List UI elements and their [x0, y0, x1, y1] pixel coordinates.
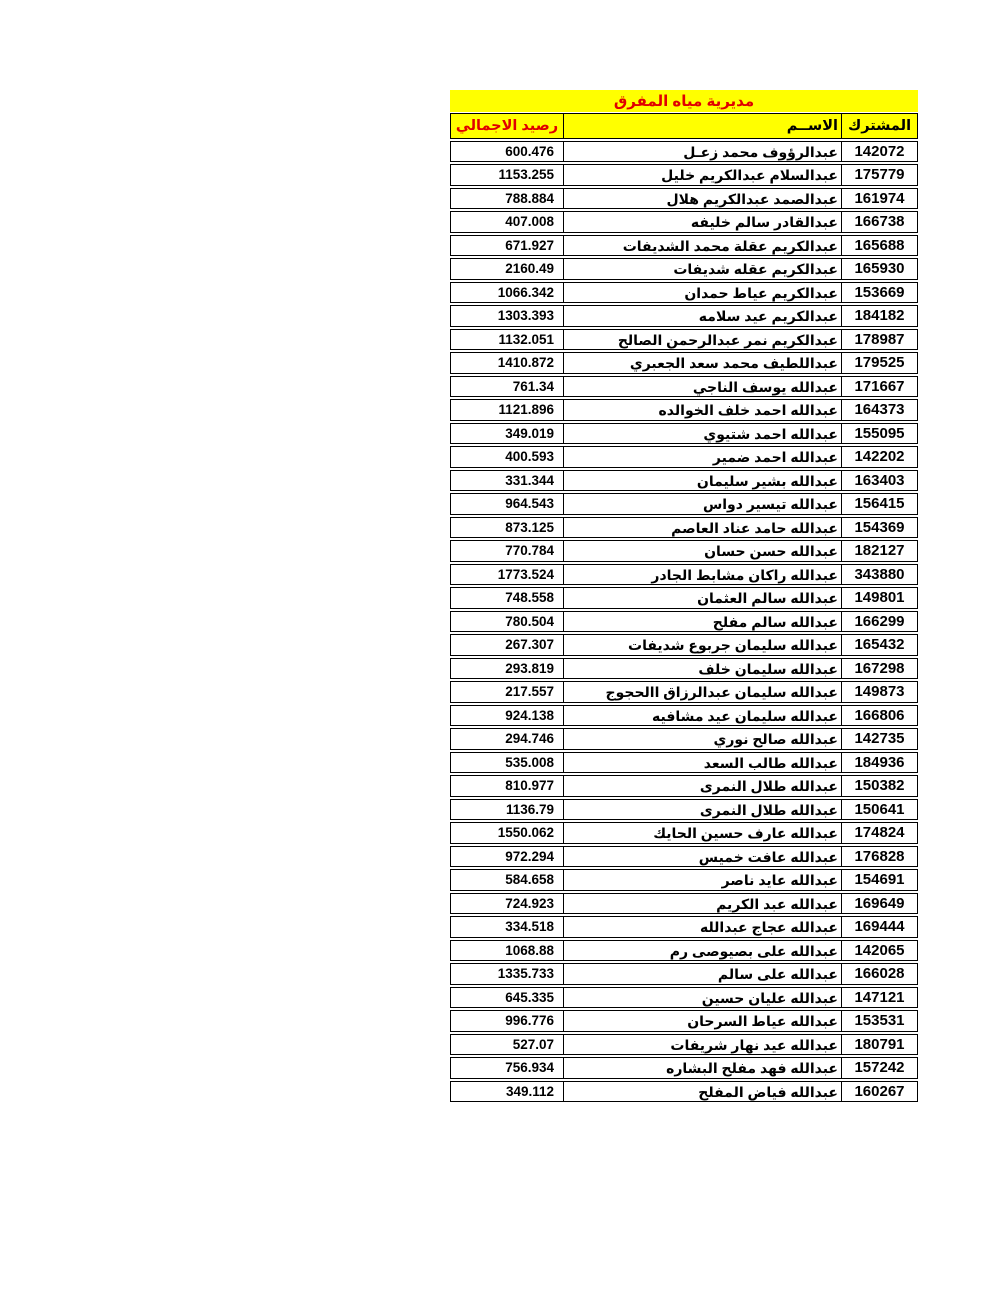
table-row [450, 1034, 918, 1056]
table-row [450, 164, 918, 186]
cell-balance: 761.34 [512, 378, 554, 394]
cell-subscriber: 175779 [854, 166, 905, 183]
cell-balance: 873.125 [505, 519, 554, 535]
cell-name: عبدالله حسن حسان [563, 541, 842, 561]
cell-name: عبدالله سالم العثمان [563, 588, 842, 608]
cell-name: عبدالله سليمان خلف [563, 659, 842, 679]
cell-balance: 1550.062 [497, 825, 554, 840]
cell-balance: 400.593 [505, 449, 554, 464]
table-row [450, 564, 918, 586]
cell-subscriber: 155095 [854, 424, 905, 442]
cell-name: عبدالله راكان مشابط الجادر [563, 565, 842, 585]
cell-balance: 1335.733 [497, 966, 554, 981]
table-row [450, 305, 918, 327]
cell-name: عبدالله عياط السرحان [563, 1011, 842, 1031]
cell-balance: 972.294 [505, 848, 554, 864]
cell-subscriber: 153531 [854, 1012, 905, 1029]
table-row [450, 399, 918, 421]
cell-balance: 1153.255 [498, 167, 554, 182]
cell-subscriber: 169444 [854, 918, 905, 935]
table-row [450, 329, 918, 351]
cell-balance: 1132.051 [498, 331, 554, 347]
cell-name: عبدالله على سالم [563, 964, 842, 984]
table-row [450, 634, 918, 656]
cell-subscriber: 142072 [854, 142, 905, 160]
cell-balance: 584.658 [505, 872, 554, 887]
cell-balance: 996.776 [505, 1013, 554, 1028]
table-row [450, 611, 918, 633]
table-row [450, 1081, 918, 1103]
cell-subscriber: 153669 [854, 283, 905, 301]
cell-name: عبداللطيف محمد سعد الجعبري [563, 353, 842, 373]
cell-subscriber: 149873 [854, 683, 905, 700]
table-row [450, 587, 918, 609]
cell-name: عبدالله عيد نهار شريفات [563, 1035, 842, 1055]
table-row [450, 1010, 918, 1032]
cell-balance: 964.543 [505, 496, 554, 511]
cell-balance: 267.307 [505, 637, 554, 652]
cell-name: عبدالله تيسير دواس [563, 494, 842, 514]
cell-balance: 331.344 [505, 472, 554, 488]
cell-balance: 810.977 [505, 778, 554, 793]
column-header-balance: رصيد الاجمالي [455, 118, 559, 134]
cell-name: عبدالقادر سالم خليفه [563, 212, 842, 232]
cell-subscriber: 174824 [854, 824, 905, 841]
cell-balance: 2160.49 [505, 261, 554, 276]
cell-balance: 1773.524 [497, 566, 554, 582]
cell-balance: 756.934 [505, 1060, 554, 1075]
cell-balance: 600.476 [505, 143, 554, 159]
cell-name: عبدالله يوسف الناجي [563, 377, 842, 397]
table-row [450, 235, 918, 257]
cell-name: عبدالله عليان حسين [563, 988, 842, 1008]
table-row [450, 752, 918, 774]
cell-subscriber: 160267 [854, 1082, 905, 1100]
cell-name: عبدالله عجاج عبدالله [563, 917, 842, 937]
water-directorate-table [450, 90, 918, 1102]
column-header-name: الاســم [563, 114, 842, 138]
cell-balance: 527.07 [512, 1036, 554, 1052]
cell-name: عبدالله احمد ضمير [563, 447, 842, 467]
cell-name: عبدالله عارف حسين الحايك [563, 823, 842, 843]
cell-subscriber: 171667 [854, 377, 905, 395]
cell-name: عبدالله عبد الكريم [563, 894, 842, 914]
cell-name: عبدالله عافت خميس [563, 847, 842, 867]
table-row [450, 446, 918, 468]
cell-subscriber: 176828 [854, 847, 905, 865]
table-row [450, 916, 918, 938]
cell-name: عبدالله فياض المفلح [563, 1082, 842, 1102]
cell-subscriber: 154691 [854, 871, 905, 888]
table-row [450, 423, 918, 445]
table-body [450, 141, 918, 1103]
cell-name: عبدالله احمد شتيوي [563, 424, 842, 444]
cell-name: عبدالله سليمان عيد مشافيه [563, 706, 842, 726]
table-row [450, 258, 918, 280]
cell-balance: 924.138 [505, 707, 554, 723]
cell-subscriber: 178987 [854, 330, 905, 348]
cell-subscriber: 343880 [854, 565, 905, 583]
table-row [450, 705, 918, 727]
table-row [450, 282, 918, 304]
cell-balance: 770.784 [505, 543, 554, 558]
cell-name: عبدالكريم عقلة محمد الشديفات [563, 236, 842, 256]
cell-balance: 1121.896 [498, 402, 554, 417]
table-row [450, 517, 918, 539]
table-row [450, 352, 918, 374]
cell-balance: 1303.393 [497, 308, 554, 323]
cell-subscriber: 182127 [854, 542, 905, 559]
cell-name: عبدالكريم عقله شديفات [563, 259, 842, 279]
cell-balance: 645.335 [505, 989, 554, 1005]
cell-subscriber: 166738 [854, 213, 905, 230]
cell-subscriber: 166299 [854, 612, 905, 630]
cell-balance: 349.019 [505, 425, 554, 441]
cell-name: عبدالله بشير سليمان [563, 471, 842, 491]
table-row [450, 963, 918, 985]
cell-balance: 671.927 [505, 237, 554, 253]
table-row [450, 846, 918, 868]
cell-name: عبدالله طلال النمرى [563, 800, 842, 820]
cell-subscriber: 156415 [854, 495, 905, 512]
cell-balance: 217.557 [505, 684, 554, 699]
table-row [450, 728, 918, 750]
cell-subscriber: 150382 [854, 777, 905, 794]
table-row [450, 211, 918, 233]
cell-name: عبدالله فهد مفلح البشاره [563, 1058, 842, 1078]
cell-balance: 724.923 [505, 895, 554, 911]
cell-subscriber: 147121 [854, 988, 905, 1006]
cell-balance: 748.558 [505, 590, 554, 605]
cell-subscriber: 149801 [854, 589, 905, 606]
cell-name: عبدالكريم عيد سلامه [563, 306, 842, 326]
cell-subscriber: 150641 [854, 800, 905, 818]
cell-name: عبدالسلام عبدالكريم خليل [563, 165, 842, 185]
cell-subscriber: 163403 [854, 471, 905, 489]
column-header-subscriber: المشترك [847, 118, 912, 134]
table-row [450, 869, 918, 891]
cell-name: عبدالله عايد ناصر [563, 870, 842, 890]
table-row [450, 658, 918, 680]
cell-balance: 1066.342 [497, 284, 554, 300]
cell-name: عبدالله احمد خلف الخوالده [563, 400, 842, 420]
cell-subscriber: 165930 [854, 260, 905, 277]
cell-subscriber: 161974 [854, 189, 905, 207]
cell-balance: 1068.88 [505, 942, 554, 958]
cell-subscriber: 179525 [854, 354, 905, 371]
cell-subscriber: 164373 [854, 401, 905, 418]
cell-balance: 293.819 [505, 660, 554, 676]
cell-balance: 1410.872 [497, 355, 554, 370]
table-row [450, 987, 918, 1009]
table-row [450, 775, 918, 797]
cell-name: عبدالله حامد عناد العاصم [563, 518, 842, 538]
cell-subscriber: 166806 [854, 706, 905, 724]
cell-subscriber: 184182 [854, 307, 905, 324]
cell-name: عبدالرؤوف محمد زعـل [563, 142, 842, 162]
table-row [450, 799, 918, 821]
table-row [450, 188, 918, 210]
cell-subscriber: 165432 [854, 636, 905, 653]
cell-subscriber: 154369 [854, 518, 905, 536]
cell-subscriber: 165688 [854, 236, 905, 254]
cell-balance: 780.504 [505, 613, 554, 629]
table-row [450, 470, 918, 492]
table-row [450, 681, 918, 703]
cell-balance: 1136.79 [505, 801, 554, 817]
table-row [450, 141, 918, 163]
cell-subscriber: 142202 [854, 448, 905, 465]
table-row [450, 376, 918, 398]
table-row [450, 822, 918, 844]
cell-subscriber: 184936 [854, 753, 905, 771]
table-row [450, 893, 918, 915]
cell-subscriber: 169649 [854, 894, 905, 912]
cell-name: عبدالله سليمان جربوع شديفات [563, 635, 842, 655]
cell-balance: 535.008 [505, 754, 554, 770]
table-title: مديرية مياه المفرق [450, 90, 918, 112]
table-row [450, 493, 918, 515]
table-header-row [450, 113, 918, 139]
cell-name: عبدالكريم عياط حمدان [563, 283, 842, 303]
cell-balance: 349.112 [505, 1083, 554, 1099]
table-row [450, 1057, 918, 1079]
cell-balance: 788.884 [505, 190, 554, 206]
cell-name: عبدالله سليمان عبدالرزاق االحجوج [563, 682, 842, 702]
cell-balance: 334.518 [505, 919, 554, 934]
cell-name: عبدالله طالب السعد [563, 753, 842, 773]
cell-subscriber: 142065 [854, 941, 905, 959]
cell-name: عبدالله صالح نوري [563, 729, 842, 749]
cell-subscriber: 180791 [854, 1035, 905, 1053]
table-row [450, 940, 918, 962]
cell-name: عبدالله طلال النمرى [563, 776, 842, 796]
cell-balance: 294.746 [505, 731, 554, 746]
cell-subscriber: 142735 [854, 730, 905, 747]
cell-name: عبدالكريم نمر عبدالرحمن الصالح [563, 330, 842, 350]
cell-name: عبدالصمد عبدالكريم هلال [563, 189, 842, 209]
cell-name: عبدالله على بصيوصى رم [563, 941, 842, 961]
cell-subscriber: 167298 [854, 659, 905, 677]
cell-name: عبدالله سالم مفلح [563, 612, 842, 632]
cell-balance: 407.008 [505, 214, 554, 229]
table-row [450, 540, 918, 562]
cell-subscriber: 157242 [854, 1059, 905, 1076]
cell-subscriber: 166028 [854, 965, 905, 982]
